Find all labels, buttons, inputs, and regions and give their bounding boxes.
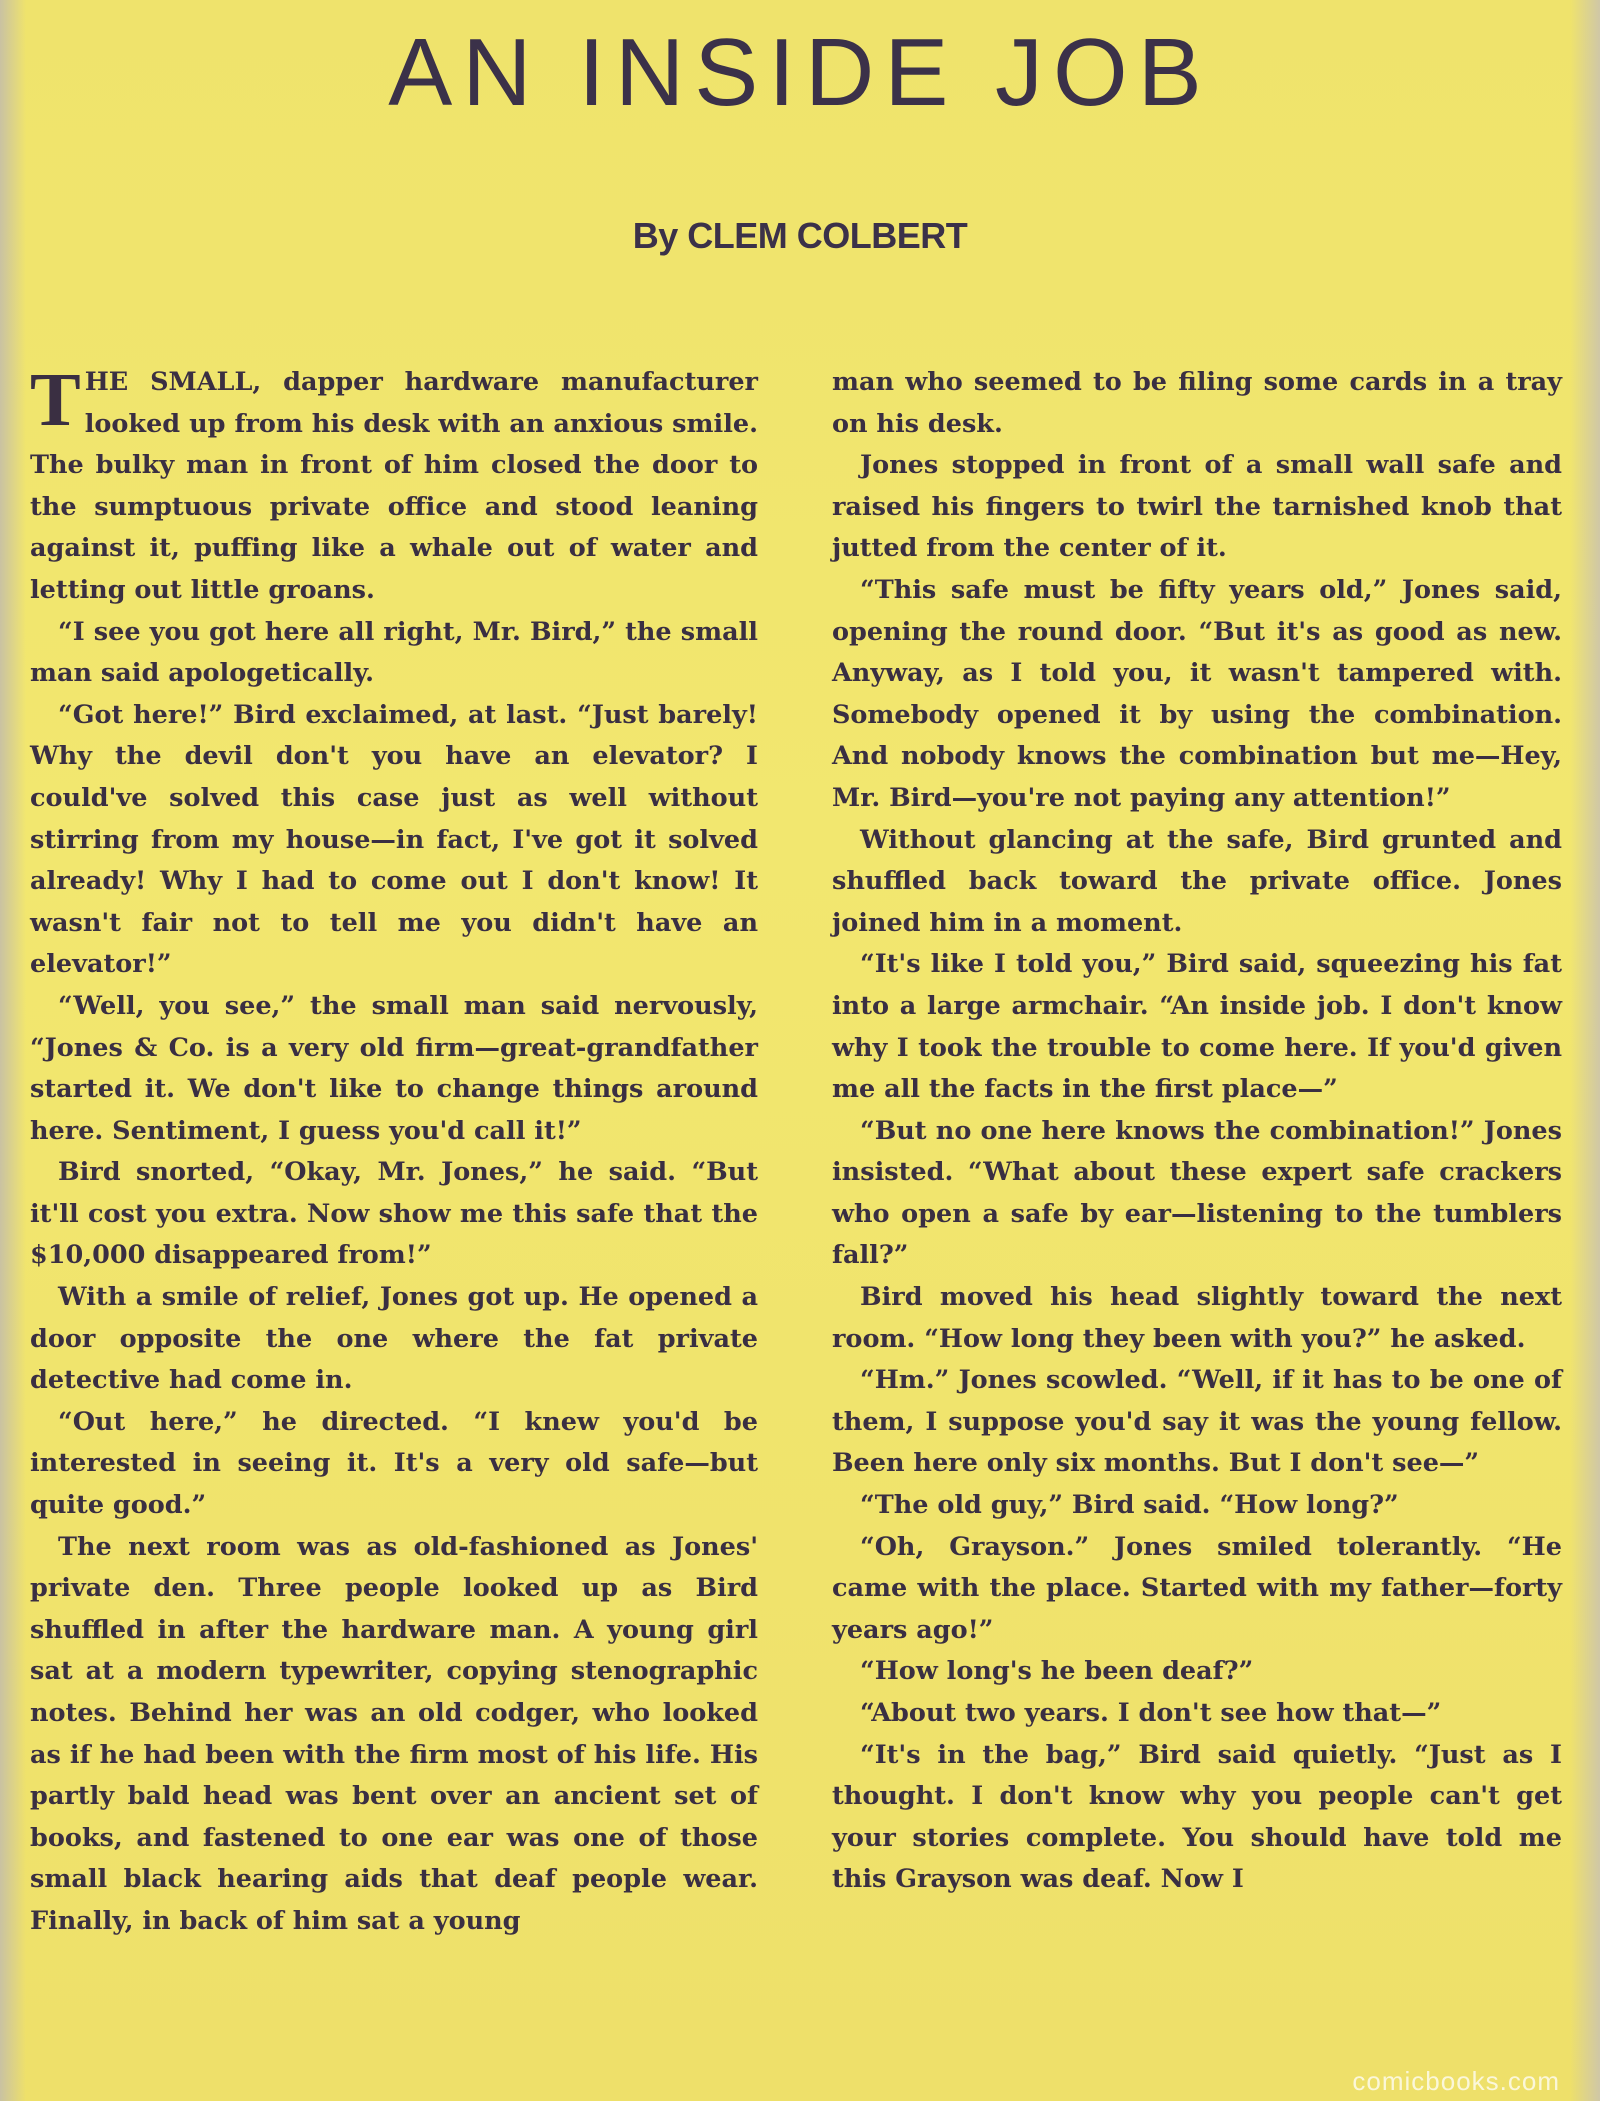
article-paragraph: Jones stopped in front of a small wall safe and raised his fingers to twirl the tarnished knob that jutted from the center of it. bbox=[832, 450, 1562, 564]
article-paragraph: Bird moved his head slightly toward the next room. “How long they been with you?” he asked. bbox=[832, 1282, 1562, 1354]
article-paragraph: With a smile of relief, Jones got up. He opened a door opposite the one where the fat private detective had come in. bbox=[30, 1282, 758, 1396]
article-paragraph: “About two years. I don't see how that—” bbox=[860, 1698, 1442, 1728]
article-paragraph: “I see you got here all right, Mr. Bird,” the small man said apologetically. bbox=[30, 616, 758, 689]
article-paragraph-opening bbox=[30, 358, 758, 612]
article-paragraph: “But no one here knows the combination!” Jones insisted. “What about these expert safe crackers who open a safe by ear—listening to the tumblers fall?” bbox=[832, 1115, 1562, 1271]
article-paragraph: “Hm.” Jones scowled. “Well, if it has to be one of them, I suppose you'd say it was the young fellow. Been here only six months. But I don't see—” bbox=[832, 1365, 1562, 1479]
article-paragraph-continued: man who seemed to be filing some cards in a tray on his desk. bbox=[832, 367, 1562, 439]
article-paragraph: Without glancing at the safe, Bird grunted and shuffled back toward the private office. Jones joined him in a moment. bbox=[832, 824, 1562, 938]
article-paragraph: “How long's he been deaf?” bbox=[860, 1656, 1254, 1687]
article-paragraph: Bird snorted, “Okay, Mr. Jones,” he said. “But it'll cost you extra. Now show me this safe that the $10,000 disappeared from!” bbox=[30, 1157, 758, 1271]
article-paragraph: “Oh, Grayson.” Jones smiled tolerantly. “He came with the place. Started with my father—forty years ago!” bbox=[832, 1531, 1562, 1645]
opening-text: HE SMALL, dapper hardware manufacturer looked up from his desk with an anxious smile. The bulky man in front of him closed the door to the sumptuous private office and stood leaning against it, puffing like a whale out of water and letting out little groans. bbox=[30, 367, 758, 605]
article-paragraph: “It's like I told you,” Bird said, squeezing his fat into a large armchair. “An inside job. I don't know why I took the trouble to come here. If you'd given me all the facts in the first place—” bbox=[832, 949, 1562, 1105]
article-paragraph: “It's in the bag,” Bird said quietly. “Just as I thought. I don't know why you people can't get your stories complete. You should have told me this Grayson was deaf. Now I bbox=[832, 1739, 1562, 1895]
article-paragraph: “This safe must be fifty years old,” Jones said, opening the round door. “But it's as good as new. Anyway, as I told you, it wasn't tampered with. Somebody opened it by using the combination. And nobody knows the combination but me—Hey, Mr. Bird—you're not paying any attention!” bbox=[832, 574, 1562, 813]
article-column-right bbox=[832, 362, 1562, 1901]
article-paragraph: The next room was as old-fashioned as Jones' private den. Three people looked up as Bird shuffled in after the hardware man. A young girl sat at a modern typewriter, copying stenographic notes. Behind her was an old codger, who looked as if he had been with the firm most of his life. His partly bald head was bent over an ancient set of books, and fastened to one ear was one of those small black hearing aids that deaf people wear. Finally, in back of him sat a young bbox=[30, 1531, 758, 1936]
drop-cap: T bbox=[30, 358, 81, 442]
article-title: AN INSIDE JOB bbox=[388, 19, 1212, 126]
article-byline: By CLEM COLBERT bbox=[632, 215, 968, 256]
article-paragraph: “Well, you see,” the small man said nervously, “Jones & Co. is a very old firm—great-grandfather started it. We don't like to change things around here. Sentiment, I guess you'd call it!” bbox=[30, 990, 758, 1146]
site-watermark: comicbooks.com bbox=[1352, 2066, 1560, 2096]
article-paragraph: “Out here,” he directed. “I knew you'd be interested in seeing it. It's a very old safe—but quite good.” bbox=[30, 1406, 758, 1521]
article-paragraph: “Got here!” Bird exclaimed, at last. “Just barely! Why the devil don't you have an elevator? I could've solved this case just as well without stirring from my house—in fact, I've got it solved already! Why I had to come out I don't know! It wasn't fair not to tell me you didn't have an elevator!” bbox=[30, 699, 758, 980]
article-column-left bbox=[30, 358, 758, 1943]
article-paragraph: “The old guy,” Bird said. “How long?” bbox=[860, 1490, 1399, 1521]
